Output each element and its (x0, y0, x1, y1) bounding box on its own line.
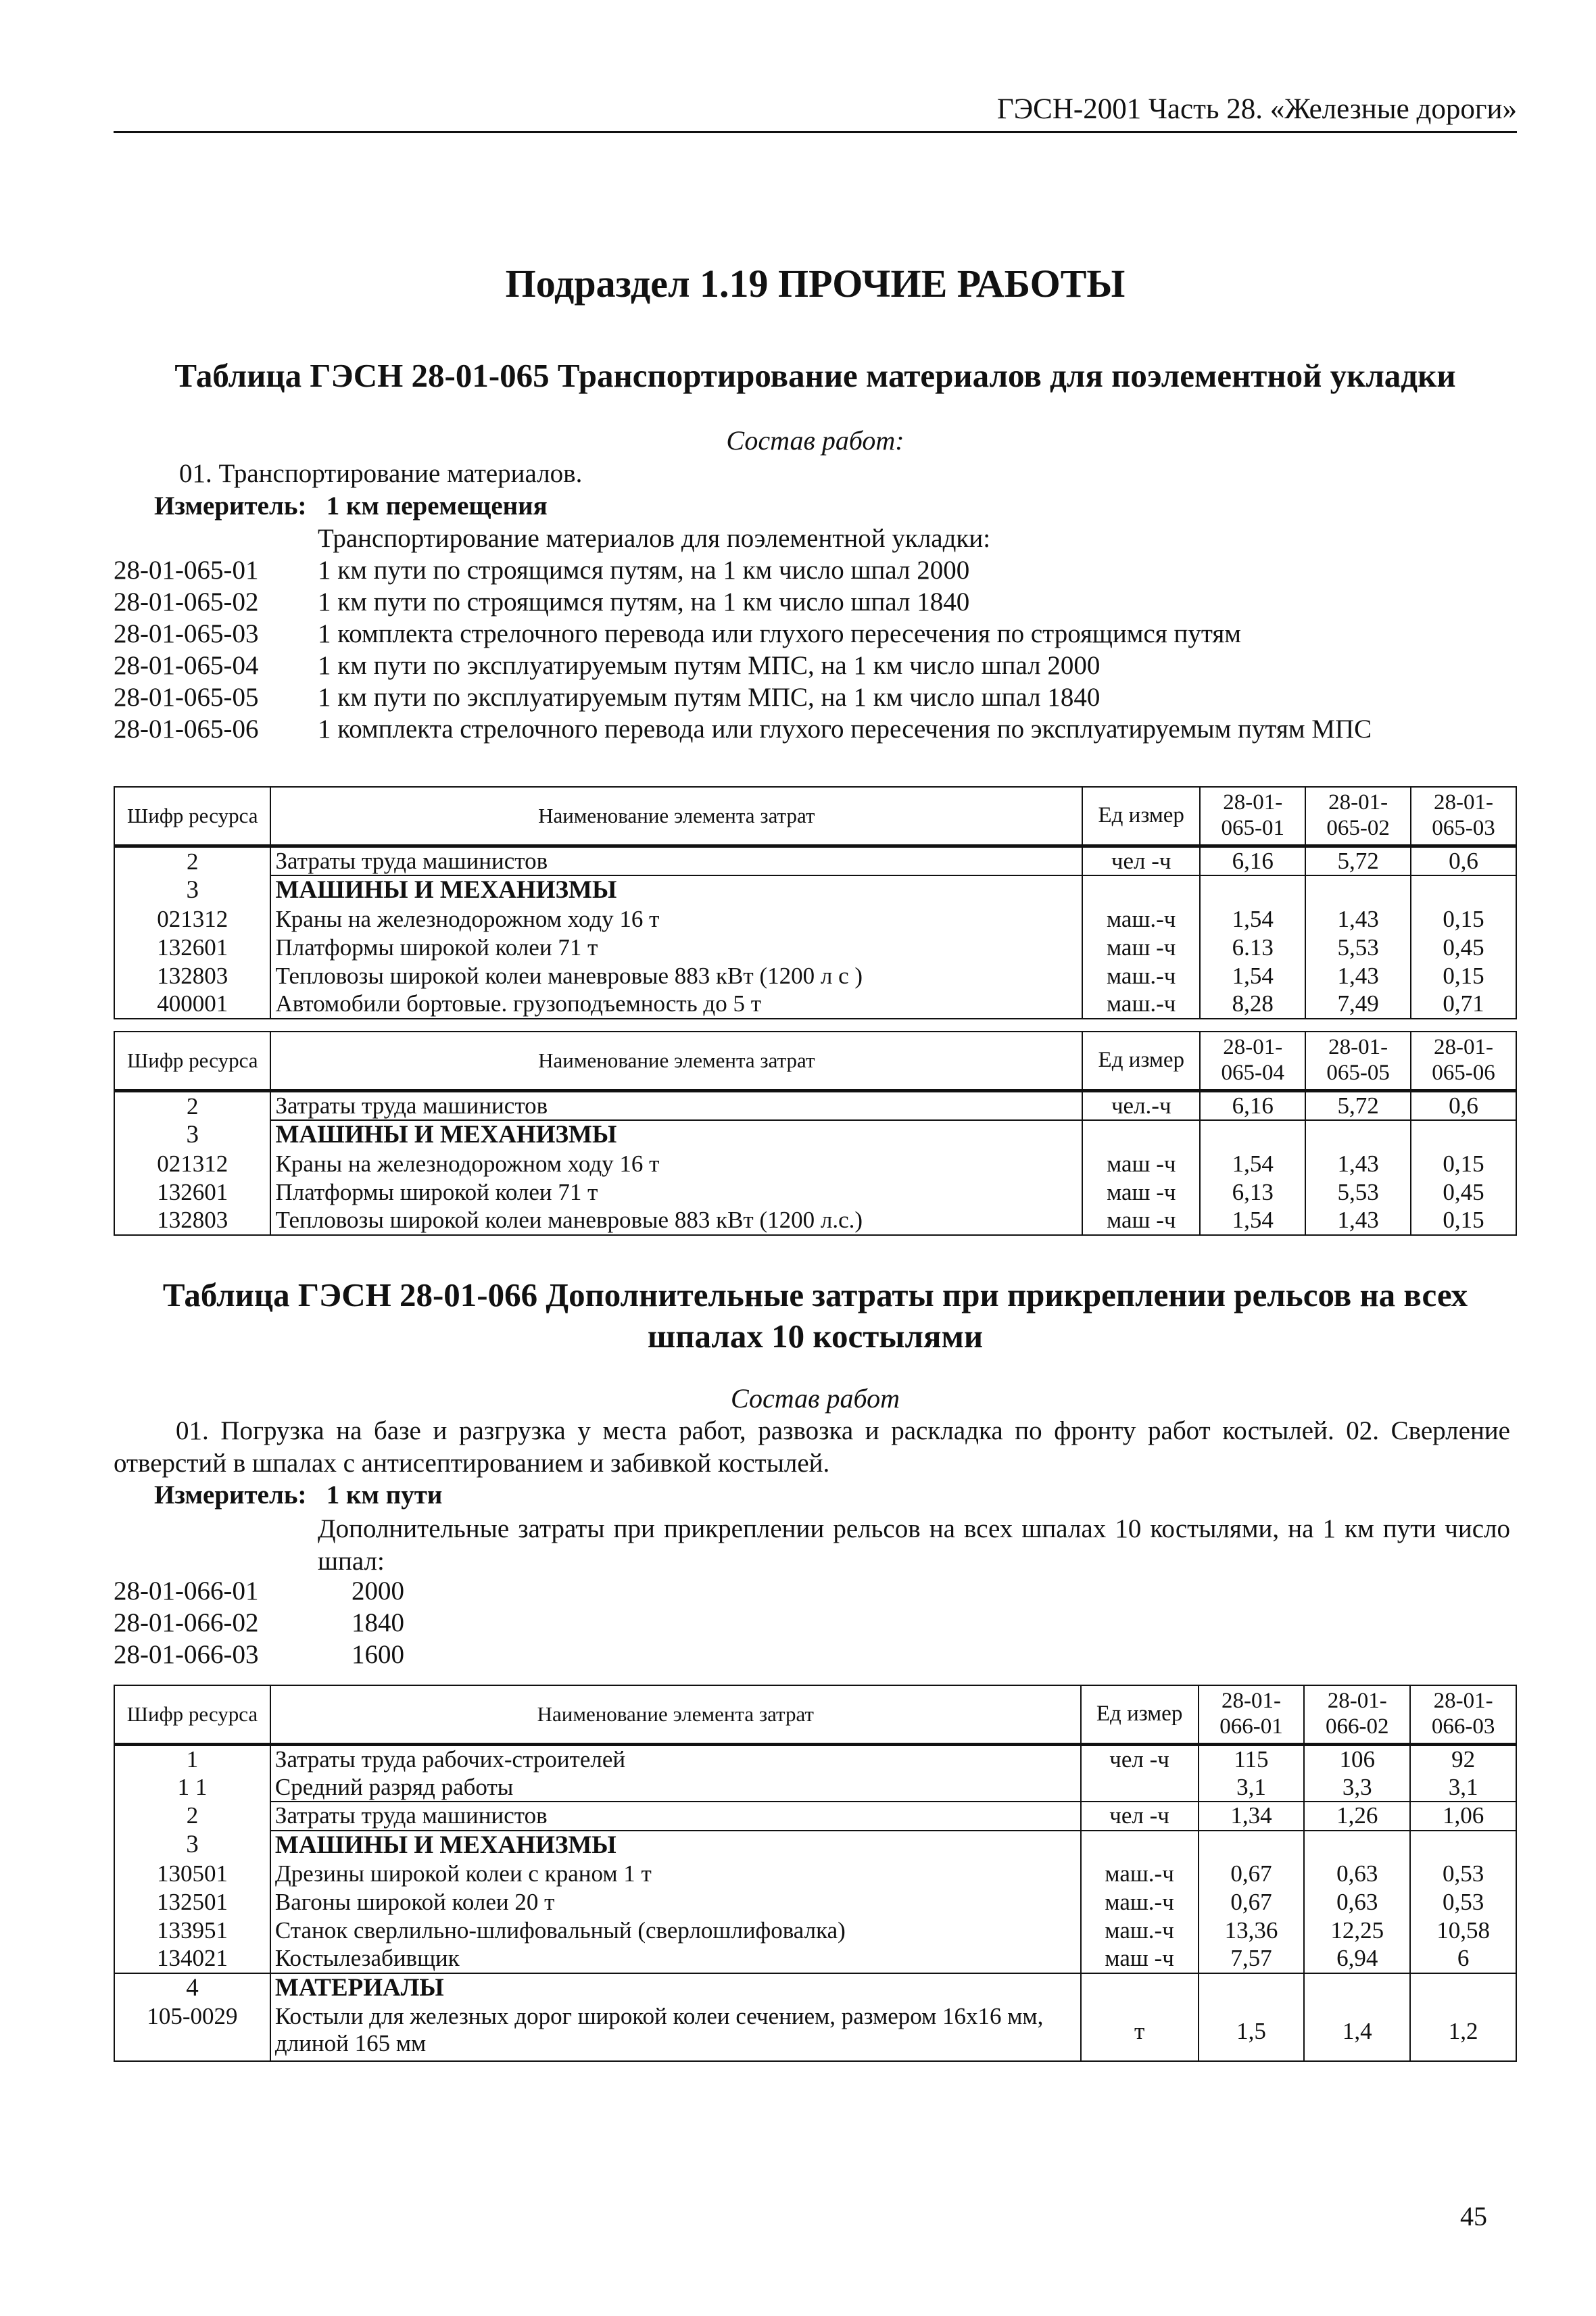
cell-value (1199, 1973, 1305, 2003)
table-066-work-heading: Состав работ (731, 1383, 900, 1414)
table-066-title (114, 1274, 1517, 1357)
cell-code: 4 (114, 1973, 270, 2003)
cell-code: 132803 (114, 1207, 270, 1235)
table-row (114, 846, 1516, 876)
cell-value (1200, 1120, 1305, 1150)
cell-unit: маш.-ч (1081, 1916, 1199, 1945)
table-066-title-line1: Таблица ГЭСН 28-01-066 Дополнительные затраты при прикреплении рельсов на всех (162, 1276, 1468, 1313)
item-text: 1 комплекта стрелочного перевода или глухого пересечения по строящимся путям (318, 619, 1241, 648)
cell-code: 132803 (114, 962, 270, 990)
cell-code: 400001 (114, 990, 270, 1019)
cell-value: 7,57 (1199, 1945, 1305, 1973)
cell-value: 0,15 (1411, 1150, 1516, 1178)
cell-name: Дрезины широкой колеи с краном 1 т (270, 1860, 1081, 1888)
table-header-row (114, 1032, 1516, 1091)
cell-value: 1,4 (1304, 2003, 1410, 2061)
header-col: 28-01- 065-05 (1305, 1032, 1411, 1091)
cell-value: 0,45 (1411, 934, 1516, 962)
cell-value: 1,34 (1199, 1802, 1305, 1830)
item-text: 2000 (352, 1576, 404, 1606)
cell-name: МАШИНЫ И МЕХАНИЗМЫ (270, 1831, 1081, 1860)
cell-name: Вагоны широкой колеи 20 т (270, 1888, 1081, 1916)
cell-value (1411, 1120, 1516, 1150)
cell-value: 0,45 (1411, 1178, 1516, 1207)
cell-value: 1,26 (1304, 1802, 1410, 1830)
cell-name: Костылезабивщик (270, 1945, 1081, 1973)
cell-value: 1,43 (1305, 1150, 1411, 1178)
item-text: 1 км пути по эксплуатируемым путям МПС, на 1 км число шпал 2000 (318, 651, 1101, 680)
table-row (114, 1091, 1516, 1121)
table-row (114, 1945, 1516, 1973)
item-code: 28-01-066-01 (114, 1576, 259, 1606)
table-row (114, 1860, 1516, 1888)
meter-label: Измеритель: (154, 1480, 307, 1510)
cell-value: 6 (1410, 1945, 1516, 1973)
meter-label: Измеритель: (154, 491, 307, 521)
cell-code: 134021 (114, 1945, 270, 1973)
cell-value: 0,6 (1411, 1091, 1516, 1121)
cell-value: 1,43 (1305, 905, 1411, 934)
cell-value: 6,16 (1200, 1091, 1305, 1121)
table-row (114, 1916, 1516, 1945)
cell-code: 2 (114, 846, 270, 876)
item-text: 1 км пути по строящимся путям, на 1 км число шпал 1840 (318, 587, 970, 617)
table-065-work-heading: Состав работ: (726, 425, 904, 456)
cell-unit: маш.-ч (1081, 1888, 1199, 1916)
cell-value (1304, 1831, 1410, 1860)
header-col: 28-01- 065-02 (1305, 787, 1411, 846)
item-text: 1 комплекта стрелочного перевода или глухого пересечения по эксплуатируемым путям МПС (318, 715, 1372, 744)
header-col: 28-01- 066-03 (1410, 1685, 1516, 1745)
table-066-work-text: 01. Погрузка на базе и разгрузка у места работ, развозка и раскладка по фронту работ костылей. 02. Сверление отверстий в шпалах с антисептированием и забивкой костылей. (114, 1416, 1510, 1478)
resource-table-065-a (114, 786, 1517, 1019)
cell-value: 1,43 (1305, 962, 1411, 990)
cell-code: 3 (114, 875, 270, 905)
cell-value: 0,67 (1199, 1860, 1305, 1888)
header-name: Наименование элемента затрат (270, 1032, 1082, 1091)
page-header: ГЭСН-2001 Часть 28. «Железные дороги» (114, 92, 1517, 133)
table-header-row (114, 787, 1516, 846)
cell-code: 2 (114, 1802, 270, 1830)
cell-value: 1,54 (1200, 1207, 1305, 1235)
cell-unit: маш -ч (1082, 934, 1200, 962)
table-row (114, 1802, 1516, 1830)
cell-unit: чел -ч (1082, 846, 1200, 876)
table-row (114, 1773, 1516, 1802)
cell-unit (1081, 1973, 1199, 2003)
header-col: 28-01- 065-06 (1411, 1032, 1516, 1091)
cell-code: 105-0029 (114, 2003, 270, 2061)
cell-value: 106 (1304, 1745, 1410, 1774)
cell-value: 1,54 (1200, 962, 1305, 990)
cell-name: Платформы широкой колеи 71 т (270, 934, 1082, 962)
header-code: Шифр ресурса (114, 787, 270, 846)
cell-value (1304, 1973, 1410, 2003)
table-row (114, 962, 1516, 990)
header-unit: Ед измер (1082, 1032, 1200, 1091)
cell-value: 13,36 (1199, 1916, 1305, 1945)
table-row (114, 1207, 1516, 1235)
cell-code: 130501 (114, 1860, 270, 1888)
cell-name: Затраты труда машинистов (270, 1802, 1081, 1830)
cell-name: Краны на железнодорожном ходу 16 т (270, 1150, 1082, 1178)
cell-code: 2 (114, 1091, 270, 1121)
cell-value: 3,1 (1199, 1773, 1305, 1802)
table-row (114, 990, 1516, 1019)
cell-name: Средний разряд работы (270, 1773, 1081, 1802)
cell-code: 021312 (114, 1150, 270, 1178)
cell-name: МАШИНЫ И МЕХАНИЗМЫ (270, 1120, 1082, 1150)
resource-table-065-b (114, 1031, 1517, 1236)
table-row (114, 875, 1516, 905)
cell-value (1410, 1973, 1516, 2003)
cell-code: 021312 (114, 905, 270, 934)
header-name: Наименование элемента затрат (270, 1685, 1081, 1745)
header-col: 28-01- 066-02 (1304, 1685, 1410, 1745)
cell-unit: маш.-ч (1082, 905, 1200, 934)
table-row (114, 934, 1516, 962)
table-065-title: Таблица ГЭСН 28-01-065 Транспортирование материалов для поэлементной укладки (174, 357, 1456, 394)
cell-value (1199, 1831, 1305, 1860)
page-number: 45 (1460, 2201, 1487, 2231)
cell-code: 1 (114, 1745, 270, 1774)
item-code: 28-01-065-01 (114, 556, 259, 585)
item-code: 28-01-065-05 (114, 683, 259, 712)
cell-unit: маш -ч (1082, 1207, 1200, 1235)
cell-value: 92 (1410, 1745, 1516, 1774)
table-row (114, 1973, 1516, 2003)
header-col: 28-01- 066-01 (1199, 1685, 1305, 1745)
table-065-intro: Транспортирование материалов для поэлементной укладки: (318, 524, 991, 553)
table-066-meter (154, 1479, 442, 1512)
cell-unit (1081, 1773, 1199, 1802)
cell-unit: маш -ч (1081, 1945, 1199, 1973)
item-code: 28-01-066-03 (114, 1640, 259, 1669)
cell-code: 132601 (114, 1178, 270, 1207)
cell-unit: маш -ч (1082, 1178, 1200, 1207)
cell-name: Затраты труда рабочих-строителей (270, 1745, 1081, 1774)
cell-value: 6.13 (1200, 934, 1305, 962)
header-col: 28-01- 065-03 (1411, 787, 1516, 846)
cell-value: 6,16 (1200, 846, 1305, 876)
cell-unit (1081, 1831, 1199, 1860)
cell-value: 0,53 (1410, 1888, 1516, 1916)
table-row (114, 1120, 1516, 1150)
cell-name: Затраты труда машинистов (270, 846, 1082, 876)
cell-name: Затраты труда машинистов (270, 1091, 1082, 1121)
item-text: 1 км пути по строящимся путям, на 1 км число шпал 2000 (318, 556, 970, 585)
cell-value: 1,54 (1200, 1150, 1305, 1178)
cell-value (1305, 1120, 1411, 1150)
cell-value: 6,13 (1200, 1178, 1305, 1207)
cell-value: 3,3 (1304, 1773, 1410, 1802)
cell-name: Костыли для железных дорог широкой колеи сечением, размером 16х16 мм, длиной 165 мм (270, 2003, 1081, 2061)
item-text: 1 км пути по эксплуатируемым путям МПС, на 1 км число шпал 1840 (318, 683, 1101, 712)
table-header-row (114, 1685, 1516, 1745)
cell-name: Тепловозы широкой колеи маневровые 883 кВт (1200 л.с.) (270, 1207, 1082, 1235)
table-row (114, 905, 1516, 934)
cell-name: Автомобили бортовые. грузоподъемность до 5 т (270, 990, 1082, 1019)
item-text: 1840 (352, 1608, 404, 1637)
cell-value: 6,94 (1304, 1945, 1410, 1973)
cell-value: 3,1 (1410, 1773, 1516, 1802)
cell-code: 132601 (114, 934, 270, 962)
table-row (114, 1178, 1516, 1207)
cell-value: 7,49 (1305, 990, 1411, 1019)
cell-unit: т (1081, 2003, 1199, 2061)
cell-unit (1082, 1120, 1200, 1150)
resource-table-066 (114, 1685, 1517, 2062)
table-row (114, 1831, 1516, 1860)
cell-value: 1,2 (1410, 2003, 1516, 2061)
cell-unit: маш.-ч (1082, 990, 1200, 1019)
table-065-work-item: 01. Транспортирование материалов. (179, 459, 583, 488)
table-row (114, 1745, 1516, 1774)
cell-value (1200, 875, 1305, 905)
cell-value: 0,15 (1411, 905, 1516, 934)
cell-value: 115 (1199, 1745, 1305, 1774)
cell-code: 3 (114, 1831, 270, 1860)
cell-value: 8,28 (1200, 990, 1305, 1019)
cell-unit: чел.-ч (1082, 1091, 1200, 1121)
cell-name: МАТЕРИАЛЫ (270, 1973, 1081, 2003)
cell-value: 0,15 (1411, 962, 1516, 990)
header-name: Наименование элемента затрат (270, 787, 1082, 846)
cell-value: 1,06 (1410, 1802, 1516, 1830)
meter-value: 1 км перемещения (326, 491, 548, 521)
item-code: 28-01-065-03 (114, 619, 259, 648)
cell-value: 5,72 (1305, 1091, 1411, 1121)
table-row (114, 2003, 1516, 2061)
meter-value: 1 км пути (326, 1480, 443, 1510)
cell-unit: маш.-ч (1081, 1860, 1199, 1888)
cell-value: 0,53 (1410, 1860, 1516, 1888)
cell-value: 0,67 (1199, 1888, 1305, 1916)
item-code: 28-01-065-06 (114, 715, 259, 744)
table-065-meter (154, 490, 548, 523)
header-code: Шифр ресурса (114, 1685, 270, 1745)
header-unit: Ед измер (1081, 1685, 1199, 1745)
cell-name: Краны на железнодорожном ходу 16 т (270, 905, 1082, 934)
cell-name: МАШИНЫ И МЕХАНИЗМЫ (270, 875, 1082, 905)
table-066-title-line2: шпалах 10 костылями (647, 1318, 984, 1355)
cell-unit: маш.-ч (1082, 962, 1200, 990)
header-unit: Ед измер (1082, 787, 1200, 846)
cell-code: 132501 (114, 1888, 270, 1916)
table-row (114, 1888, 1516, 1916)
cell-value: 0,71 (1411, 990, 1516, 1019)
cell-unit: маш -ч (1082, 1150, 1200, 1178)
cell-code: 133951 (114, 1916, 270, 1945)
cell-value: 0,63 (1304, 1860, 1410, 1888)
table-row (114, 1150, 1516, 1178)
cell-value: 5,53 (1305, 1178, 1411, 1207)
cell-value: 0,15 (1411, 1207, 1516, 1235)
cell-value: 1,5 (1199, 2003, 1305, 2061)
cell-value (1410, 1831, 1516, 1860)
cell-value: 12,25 (1304, 1916, 1410, 1945)
cell-value: 1,54 (1200, 905, 1305, 934)
cell-value: 5,72 (1305, 846, 1411, 876)
cell-unit: чел -ч (1081, 1802, 1199, 1830)
cell-value (1411, 875, 1516, 905)
item-code: 28-01-066-02 (114, 1608, 259, 1637)
cell-value: 10,58 (1410, 1916, 1516, 1945)
cell-name: Станок сверлильно-шлифовальный (сверлошлифовалка) (270, 1916, 1081, 1945)
header-code: Шифр ресурса (114, 1032, 270, 1091)
cell-name: Тепловозы широкой колеи маневровые 883 кВт (1200 л с ) (270, 962, 1082, 990)
cell-code: 1 1 (114, 1773, 270, 1802)
cell-value (1305, 875, 1411, 905)
header-col: 28-01- 065-01 (1200, 787, 1305, 846)
item-code: 28-01-065-04 (114, 651, 259, 680)
cell-value: 5,53 (1305, 934, 1411, 962)
cell-value: 0,63 (1304, 1888, 1410, 1916)
table-066-intro: Дополнительные затраты при прикреплении рельсов на всех шпалах 10 костылями, на 1 км пути число шпал: (318, 1514, 1510, 1576)
cell-code: 3 (114, 1120, 270, 1150)
item-text: 1600 (352, 1640, 404, 1669)
cell-value: 1,43 (1305, 1207, 1411, 1235)
cell-unit (1082, 875, 1200, 905)
header-col: 28-01- 065-04 (1200, 1032, 1305, 1091)
section-title: Подраздел 1.19 ПРОЧИЕ РАБОТЫ (505, 262, 1126, 306)
cell-name: Платформы широкой колеи 71 т (270, 1178, 1082, 1207)
cell-unit: чел -ч (1081, 1745, 1199, 1774)
cell-value: 0,6 (1411, 846, 1516, 876)
item-code: 28-01-065-02 (114, 587, 259, 617)
